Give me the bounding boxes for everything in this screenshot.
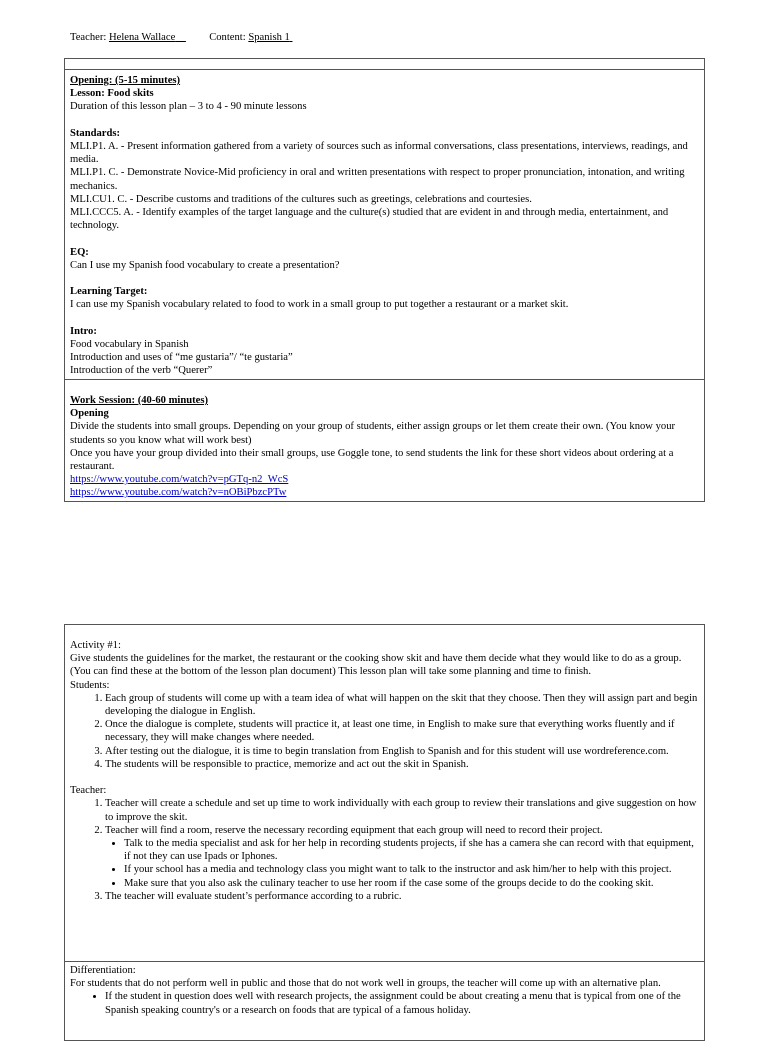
teacher-label: Teacher:	[70, 785, 107, 797]
standards-heading: Standards:	[70, 127, 121, 139]
list-item: 1. Each group of students will come up with a team idea of what will happen on the skit that they choose. Then they will assign part and begin developing the dialogue in English.	[105, 692, 700, 718]
intro-line: Food vocabulary in Spanish	[70, 339, 189, 350]
differentiation-section	[64, 961, 705, 1041]
document-header	[70, 31, 293, 44]
video-link[interactable]: https://www.youtube.com/watch?v=pGTq-n2_WcS	[70, 474, 289, 486]
eq-heading: EQ:	[70, 246, 89, 258]
video-link[interactable]: https://www.youtube.com/watch?v=nOBiPbzcPTw	[70, 487, 287, 499]
teacher-bullets	[105, 837, 700, 890]
activity-section	[64, 624, 705, 962]
teacher-label: Teacher:	[70, 32, 107, 43]
intro-line: Introduction of the verb “Querer”	[70, 365, 213, 377]
content-label: Content:	[209, 32, 246, 43]
opening-section	[64, 69, 705, 380]
work-session-para: Once you have your group divided into their small groups, use Goggle tone, to send students the link for these short videos about ordering at a restaurant.	[70, 447, 674, 473]
differentiation-title: Differentiation:	[70, 965, 136, 976]
lesson-title: Lesson: Food skits	[70, 88, 154, 100]
activity-title: Activity #1:	[70, 640, 121, 651]
work-session-para: Divide the students into small groups. Depending on your group of students, either assign groups or let them create their own. (You know your students so you know what will work best)	[70, 421, 676, 446]
lesson-duration: Duration of this lesson plan – 3 to 4 - 90 minute lessons	[70, 101, 307, 113]
work-session-subheading: Opening	[70, 408, 109, 420]
bullet-item: • If your school has a media and technology class you might want to talk to the instructor and ask him/her to help with this project.	[124, 863, 700, 876]
list-item: 4. The students will be responsible to practice, memorize and act out the skit in Spanish.	[105, 758, 700, 771]
list-item-text: Teacher will find a room, reserve the necessary recording equipment that each group will need to record their project.	[105, 824, 603, 836]
work-session-heading: Work Session: (40-60 minutes)	[70, 395, 209, 406]
intro-line: Introduction and uses of “me gustaria”/ “te gustaria”	[70, 352, 293, 364]
eq-text: Can I use my Spanish food vocabulary to create a presentation?	[70, 259, 340, 271]
list-item: 3. The teacher will evaluate student’s performance according to a rubric.	[105, 890, 700, 903]
differentiation-bullets	[70, 990, 700, 1016]
list-item	[105, 824, 700, 890]
differentiation-text: For students that do not perform well in public and those that do not work well in groups, the teacher will come up with an alternative plan.	[70, 978, 661, 990]
intro-heading: Intro:	[70, 325, 97, 337]
teacher-name: Helena Wallace	[108, 32, 176, 43]
bullet-item: • Make sure that you also ask the culinary teacher to use her room if the case some of the groups decide to do the cooking skit.	[124, 877, 700, 890]
bullet-item: • Talk to the media specialist and ask for her help in recording students projects, if she has a camera she can record with that equipment, if not they can use Ipads or Iphones.	[124, 837, 700, 863]
learning-target-text: I can use my Spanish vocabulary related to food to work in a small group to put together a restaurant or a market skit.	[70, 299, 569, 311]
students-list	[70, 692, 700, 771]
work-session-section	[64, 379, 705, 502]
list-item: 2. Once the dialogue is complete, students will practice it, at least one time, in English to make sure that everything works fluently and if necessary, they will make changes where needed.	[105, 718, 700, 744]
content-value: Spanish 1	[248, 32, 290, 43]
activity-intro: Give students the guidelines for the market, the restaurant or the cooking show skit and have them decide what they would like to do as a group. (You can find these at the bottom of the lesson plan document) This lesson plan will take some planning and time to finish.	[70, 653, 682, 678]
opening-heading: Opening: (5-15 minutes)	[70, 75, 181, 86]
students-label: Students:	[70, 679, 110, 691]
learning-target-heading: Learning Target:	[70, 286, 148, 298]
list-item: 3. After testing out the dialogue, it is time to begin translation from English to Spanish and for this student will use wordreference.com.	[105, 745, 700, 758]
standard-item: MLI.P1. C. - Demonstrate Novice-Mid proficiency in oral and written presentations with respect to proper pronunciation, intonation, and writing mechanics.	[70, 167, 685, 192]
teacher-list	[70, 797, 700, 903]
standard-item: MLI.CU1. C. - Describe customs and traditions of the cultures such as greetings, celebrations and courtesies.	[70, 193, 532, 205]
bullet-item: • If the student in question does well with research projects, the assignment could be about creating a menu that is typical from one of the Spanish speaking country's or a research on foods that are typical of a famous holiday.	[105, 990, 700, 1016]
standard-item: MLI.P1. A. - Present information gathered from a variety of sources such as informal conversations, class presentations, interviews, readings, and media.	[70, 141, 688, 166]
standard-item: MLI.CCC5. A. - Identify examples of the target language and the culture(s) studied that are evident in and through media, entertainment, and technology.	[70, 207, 669, 232]
list-item: 1. Teacher will create a schedule and set up time to work individually with each group to review their translations and give suggestion on how to improve the skit.	[105, 797, 700, 823]
